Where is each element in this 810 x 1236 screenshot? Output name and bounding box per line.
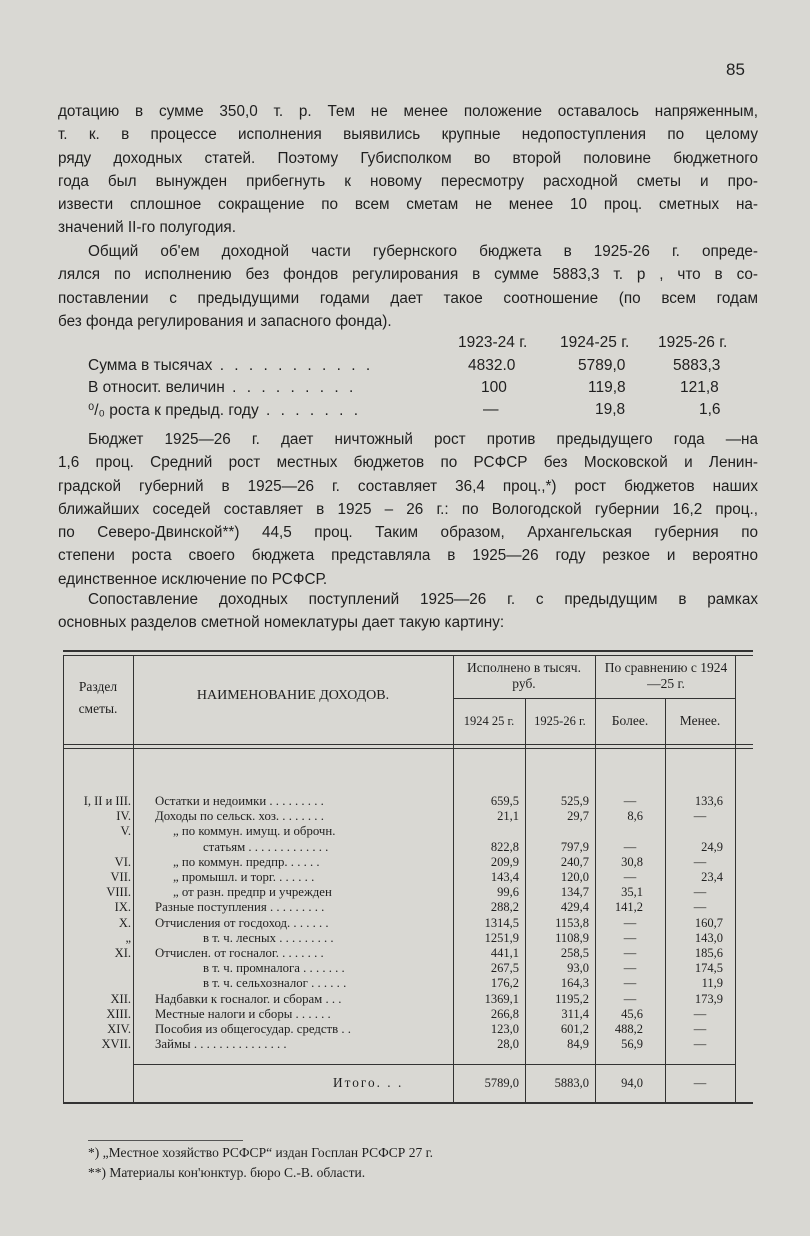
value-1924: 288,2 bbox=[490, 900, 519, 915]
value-1925: 1195,2 bbox=[555, 991, 589, 1006]
section-code: I, II и III. bbox=[83, 794, 131, 808]
section-code: „ bbox=[125, 930, 131, 945]
table-top-rule bbox=[63, 650, 753, 652]
paragraph-2 bbox=[58, 240, 758, 333]
text-line: ряду доходных статей. Поэтому Губисполком во второй половине бюджетного bbox=[58, 149, 758, 167]
value-1925: 29,7 bbox=[567, 809, 589, 824]
header-1924: 1924 25 г. bbox=[463, 714, 515, 728]
total-1925: 5883,0 bbox=[554, 1076, 589, 1090]
section-code: XVII. bbox=[101, 1037, 131, 1052]
text-line: единственное исключение по РСФСР. bbox=[58, 570, 328, 588]
value-more: 141,2 bbox=[614, 900, 643, 915]
value-more: — bbox=[623, 930, 637, 945]
cell: — bbox=[483, 401, 499, 418]
value-more: 45,6 bbox=[621, 1006, 643, 1021]
cell: 5883,3 bbox=[673, 357, 721, 374]
row-label: ⁰/₀ роста к предыд. году . . . . . . . bbox=[88, 402, 362, 419]
value-1924: 1369,1 bbox=[484, 991, 519, 1006]
value-1924: 123,0 bbox=[490, 1022, 519, 1036]
text-line: основных разделов сметной номеклатуры дает такую картину: bbox=[58, 614, 505, 632]
header-rule-2 bbox=[63, 748, 753, 749]
value-1924: 1251,9 bbox=[484, 930, 519, 945]
text-line: дотацию в сумме 350,0 т. р. Тем не менее положение оставалось напряженным, bbox=[58, 103, 758, 120]
paragraph-4 bbox=[58, 588, 758, 635]
header-executed: Исполнено в тысяч. руб. bbox=[467, 660, 581, 691]
header-comparison: По сравнению с 1924—25 г. bbox=[604, 660, 728, 691]
value-less: — bbox=[693, 854, 707, 869]
section-code: VIII. bbox=[106, 885, 131, 900]
header-name: НАИМЕНОВАНИЕ ДОХОДОВ. bbox=[196, 688, 390, 703]
value-less: 23,4 bbox=[701, 870, 723, 884]
value-more: 56,9 bbox=[621, 1037, 643, 1052]
value-1925: 258,5 bbox=[560, 946, 589, 960]
value-1924: 209,9 bbox=[490, 854, 519, 869]
value-more: — bbox=[623, 794, 637, 808]
value-more: — bbox=[623, 976, 637, 991]
section-code: X. bbox=[118, 915, 131, 930]
value-1925: 311,4 bbox=[561, 1006, 589, 1021]
section-code: VII. bbox=[110, 870, 131, 884]
value-less: — bbox=[693, 885, 707, 900]
value-less: — bbox=[693, 809, 707, 824]
col-header: 1925-26 г. bbox=[658, 334, 728, 351]
value-1924: 1314,5 bbox=[484, 915, 519, 930]
section-code: IV. bbox=[116, 809, 131, 824]
paragraph-1 bbox=[58, 100, 758, 240]
value-less: — bbox=[693, 1006, 707, 1021]
value-less: 160,7 bbox=[694, 915, 723, 930]
summary-row bbox=[88, 357, 748, 380]
revenue-name: Надбавки к госналог. и сборам . . . bbox=[155, 991, 342, 1006]
revenue-table bbox=[63, 650, 753, 1104]
revenue-name: Отчислен. от госналог. . . . . . . . bbox=[155, 946, 324, 960]
total-1924: 5789,0 bbox=[484, 1076, 519, 1090]
value-1924: 28,0 bbox=[497, 1037, 519, 1052]
section-code: IX. bbox=[114, 900, 131, 915]
value-less: 173,9 bbox=[694, 991, 723, 1006]
value-1925: 164,3 bbox=[560, 976, 589, 991]
section-code: XII. bbox=[110, 991, 131, 1006]
text-line: лялся по исполнению без фондов регулирования в сумме 5883,3 т. р , что в со- bbox=[58, 266, 758, 284]
value-more: 35,1 bbox=[621, 885, 643, 900]
text-line: извести сплошное сокращение по всем сметам не менее 10 проц. сметных на- bbox=[58, 196, 758, 214]
cell: 121,8 bbox=[680, 379, 719, 396]
value-less: 143,0 bbox=[694, 930, 723, 945]
value-less: 174,5 bbox=[694, 961, 723, 976]
col-header: 1923-24 г. bbox=[458, 334, 528, 351]
revenue-name: Отчисления от госдоход. . . . . . . bbox=[155, 915, 329, 930]
text-line: Общий об'ем доходной части губернского бюджета в 1925-26 г. опреде- bbox=[88, 243, 758, 260]
value-1924: 143,4 bbox=[490, 870, 519, 884]
value-1924: 21,1 bbox=[497, 809, 519, 824]
text-line: значений II-го полугодия. bbox=[58, 219, 236, 237]
value-less: 11,9 bbox=[701, 976, 723, 991]
summary-row bbox=[88, 401, 748, 424]
value-1925: 84,9 bbox=[567, 1037, 589, 1052]
vrule bbox=[133, 655, 134, 1102]
value-1924: 266,8 bbox=[490, 1006, 519, 1021]
footnote-2: **) Материалы кон'юнктур. бюро С.-В. области. bbox=[88, 1165, 366, 1180]
value-more: 8,6 bbox=[627, 809, 643, 824]
revenue-name: в т. ч. сельхозналог . . . . . . bbox=[203, 976, 347, 991]
total-rule bbox=[133, 1064, 735, 1065]
table-bottom-rule bbox=[63, 1102, 753, 1104]
header-less: Менее. bbox=[679, 713, 721, 728]
value-less: — bbox=[693, 900, 707, 915]
text-line: по Северо-Двинской**) 44,5 проц. Таким образом, Архангельская губерния по bbox=[58, 524, 758, 542]
value-more: — bbox=[623, 915, 637, 930]
value-more: — bbox=[623, 991, 637, 1006]
value-more: 30,8 bbox=[621, 854, 643, 869]
text-line: Бюджет 1925—26 г. дает ничтожный рост против предыдущего года —на bbox=[88, 431, 758, 448]
text-line: без фонда регулирования и запасного фонда). bbox=[58, 312, 392, 330]
value-1925: 134,7 bbox=[560, 885, 589, 900]
row-label: В относит. величин . . . . . . . . . bbox=[88, 379, 357, 396]
col-header: 1924-25 г. bbox=[560, 334, 630, 351]
value-1925: 1108,9 bbox=[555, 930, 589, 945]
value-1925: 120,0 bbox=[560, 870, 589, 884]
text-line: ближайших соседей составляет в 1925 – 26 г.: по Вологодской губернии 16,2 проц., bbox=[58, 500, 758, 518]
cell: 100 bbox=[481, 379, 507, 396]
cell: 1,6 bbox=[699, 401, 721, 418]
revenue-name: Доходы по сельск. хоз. . . . . . . . bbox=[155, 809, 324, 824]
value-1924: 822,8 bbox=[490, 839, 519, 854]
value-1924: 441,1 bbox=[490, 946, 519, 960]
value-less: — bbox=[693, 1037, 707, 1052]
total-less: — bbox=[693, 1076, 707, 1090]
table-top-rule-thin bbox=[63, 655, 753, 656]
value-more: 488,2 bbox=[614, 1022, 643, 1036]
text-line: Сопоставление доходных поступлений 1925—26 г. с предыдущим в рамках bbox=[88, 591, 758, 608]
revenue-name: Пособия из общегосудар. средств . . bbox=[155, 1022, 351, 1036]
value-more: — bbox=[623, 946, 637, 960]
footnote-1: *) „Местное хозяйство РСФСР“ издан Госплан РСФСР 27 г. bbox=[88, 1145, 433, 1160]
value-more: — bbox=[623, 961, 637, 976]
revenue-name: „ по коммун. предпр. . . . . . bbox=[173, 854, 320, 869]
cell: 5789,0 bbox=[578, 357, 626, 374]
value-more: — bbox=[623, 839, 637, 854]
summary-row bbox=[88, 379, 748, 402]
summary-header bbox=[0, 334, 810, 356]
header-more: Более. bbox=[611, 713, 649, 728]
value-1924: 99,6 bbox=[497, 885, 519, 900]
row-label: Сумма в тысячах . . . . . . . . . . . bbox=[88, 357, 374, 374]
text-line: поставлении с предыдущими годами дает такое соотношение (по всем годам bbox=[58, 289, 758, 307]
value-1925: 797,9 bbox=[560, 839, 589, 854]
value-1924: 659,5 bbox=[490, 794, 519, 808]
value-1925: 601,2 bbox=[560, 1022, 589, 1036]
paragraph-3 bbox=[58, 428, 758, 591]
revenue-name: „ от разн. предпр и учрежден bbox=[173, 885, 332, 900]
total-label: Итого. . . bbox=[333, 1075, 404, 1090]
value-less: 185,6 bbox=[694, 946, 723, 960]
value-more: — bbox=[623, 870, 637, 884]
revenue-name: „ промышл. и торг. . . . . . . bbox=[173, 870, 315, 884]
value-1925: 429,4 bbox=[560, 900, 589, 915]
text-line: градской губерний в 1925—26 г. составляет 36,4 проц.,*) рост бюджетов наших bbox=[58, 477, 758, 495]
section-code: V. bbox=[120, 824, 131, 839]
value-1924: 267,5 bbox=[490, 961, 519, 976]
value-1925: 525,9 bbox=[560, 794, 589, 808]
page-number: 85 bbox=[726, 60, 745, 79]
value-less: 24,9 bbox=[701, 839, 723, 854]
revenue-name: Остатки и недоимки . . . . . . . . . bbox=[155, 794, 324, 808]
value-less: 133,6 bbox=[694, 794, 723, 808]
text-line: т. к. в процессе исполнения выявились крупные недопоступления по целому bbox=[58, 126, 758, 144]
text-line: 1,6 проц. Средний рост местных бюджетов по РСФСР без Московской и Ленин- bbox=[58, 454, 758, 472]
header-1925: 1925-26 г. bbox=[534, 714, 586, 728]
revenue-name: Займы . . . . . . . . . . . . . . . bbox=[155, 1037, 287, 1052]
revenue-name: Местные налоги и сборы . . . . . . bbox=[155, 1006, 331, 1021]
group-subrule bbox=[453, 698, 735, 699]
value-1925: 1153,8 bbox=[555, 915, 589, 930]
section-code: XI. bbox=[114, 946, 131, 960]
footnote-rule bbox=[88, 1140, 243, 1141]
header-rule bbox=[63, 744, 753, 745]
text-line: степени роста своего бюджета представляла в 1925—26 году резкое и вероятно bbox=[58, 547, 758, 565]
cell: 4832.0 bbox=[468, 357, 516, 374]
vrule bbox=[735, 655, 736, 1102]
value-less: — bbox=[693, 1022, 707, 1036]
header-section: Раздел сметы. bbox=[78, 679, 118, 716]
cell: 119,8 bbox=[588, 379, 626, 396]
revenue-name: в т. ч. промналога . . . . . . . bbox=[203, 961, 345, 976]
section-code: XIII. bbox=[106, 1006, 131, 1021]
revenue-name: статьям . . . . . . . . . . . . . bbox=[203, 839, 329, 854]
value-1924: 176,2 bbox=[490, 976, 519, 991]
value-1925: 240,7 bbox=[560, 854, 589, 869]
revenue-name: Разные поступления . . . . . . . . . bbox=[155, 900, 325, 915]
cell: 19,8 bbox=[595, 401, 626, 418]
value-1925: 93,0 bbox=[567, 961, 589, 976]
section-code: XIV. bbox=[107, 1022, 131, 1036]
revenue-name: „ по коммун. имущ. и оброчн. bbox=[173, 824, 336, 839]
total-more: 94,0 bbox=[621, 1076, 643, 1090]
revenue-name: в т. ч. лесных . . . . . . . . . bbox=[203, 930, 334, 945]
section-code: VI. bbox=[114, 854, 131, 869]
text-line: года был вынужден прибегнуть к новому пересмотру расходной сметы и про- bbox=[58, 172, 758, 190]
